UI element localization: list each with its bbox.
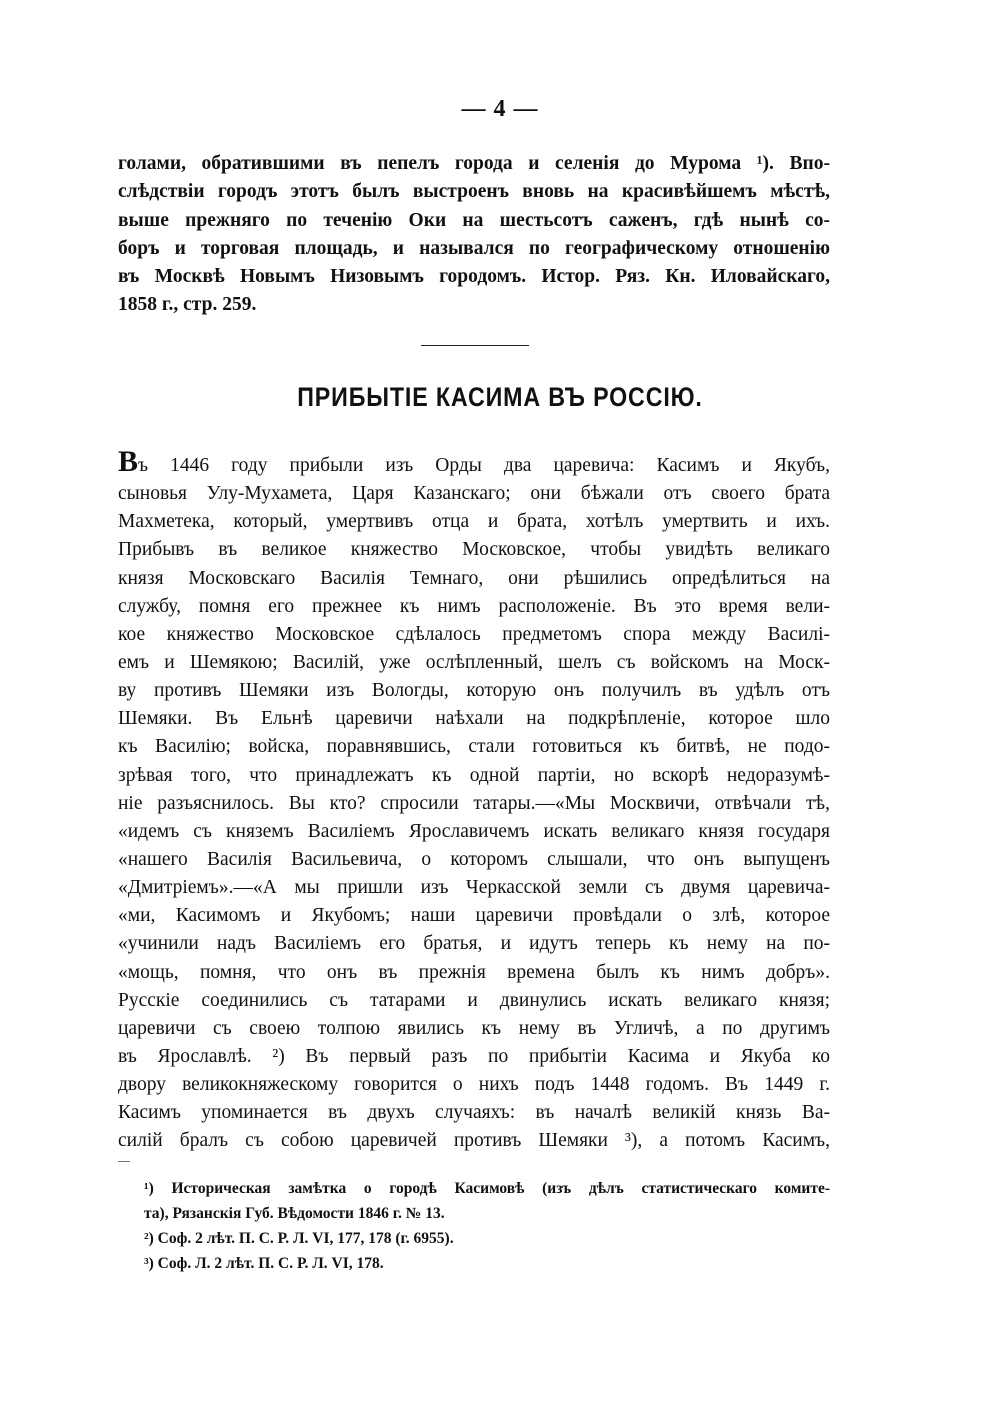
first-line-text: ъ 1446 году прибыли изъ Орды два царевича: Касимъ и Якубъ, <box>138 455 830 476</box>
text-line: двору великокняжескому говорится о нихъ подъ 1448 годомъ. Въ 1449 г. <box>118 1074 830 1096</box>
text-line: емъ и Шемякою; Василій, уже ослѣпленный, шелъ съ войскомъ на Моск- <box>118 651 830 673</box>
text-line: боръ и торговая площадь, и назывался по географическому отношенію <box>118 237 830 259</box>
footnote-line: ²) Соф. 2 лѣт. П. С. Р. Л. VI, 177, 178 (г. 6955). <box>144 1230 454 1247</box>
text-line: «ми, Касимомъ и Якубомъ; наши царевичи провѣдали о злѣ, которое <box>118 905 830 927</box>
section-title: ПРИБЫТІЕ КАСИМА ВЪ РОССІЮ. <box>297 382 703 412</box>
text-line: Шемяки. Въ Ельнѣ царевичи наѣхали на подкрѣпленіе, которое шло <box>118 708 830 730</box>
text-line: «мощь, помня, что онъ въ прежнія времена былъ къ нимъ добръ». <box>118 961 830 983</box>
text-line: «нашего Василія Васильевича, о которомъ слышали, что онъ выпущенъ <box>118 848 830 870</box>
page-number: — 4 — <box>461 96 539 122</box>
text-line: зрѣвая того, что принадлежатъ къ одной партіи, но вскорѣ недоразумѣ- <box>118 764 830 786</box>
text-line: слѣдствіи городъ этотъ былъ выстроенъ вновь на красивѣйшемъ мѣстѣ, <box>118 181 830 203</box>
text-line: Касимъ упоминается въ двухъ случаяхъ: въ началѣ великій князь Ва- <box>118 1102 830 1124</box>
text-line: «идемъ съ княземъ Василіемъ Ярославичемъ искать великаго князя государя <box>118 820 830 842</box>
text-line: кое княжество Московское сдѣлалось предметомъ спора между Василі- <box>118 623 830 645</box>
text-line: службу, помня его прежнее къ нимъ расположеніе. Въ это время вели- <box>118 595 830 617</box>
text-line: ніе разъяснилось. Вы кто? спросили татары.—«Мы Москвичи, отвѣчали тѣ, <box>118 792 830 814</box>
text-line: въ Москвѣ Новымъ Низовымъ городомъ. Истор. Ряз. Кн. Иловайскаго, <box>118 266 830 288</box>
footnote-line: ¹) Историческая замѣтка о городѣ Касимовѣ (изъ дѣлъ статистическаго комите- <box>144 1180 830 1197</box>
text-line: выше прежняго по теченію Оки на шестьсотъ саженъ, гдѣ нынѣ со- <box>118 209 830 231</box>
text-line: царевичи съ своею толпою явились къ нему въ Угличѣ, а по другимъ <box>118 1017 830 1039</box>
footnote-separator-mark: — <box>118 1153 130 1167</box>
text-line: 1858 г., стр. 259. <box>118 294 257 316</box>
text-line: Русскіе соединились съ татарами и двинулись искать великаго князя; <box>118 989 830 1011</box>
text-line: князя Московскаго Василія Темнаго, они рѣшились опредѣлиться на <box>118 567 830 589</box>
text-line: голами, обратившими въ пепелъ города и селенія до Мурома ¹). Впо- <box>118 153 830 174</box>
text-line: Прибывъ въ великое княжество Московское, чтобы увидѣть великаго <box>118 539 830 561</box>
drop-cap: В <box>118 445 139 478</box>
text-line: сыновья Улу-Мухамета, Царя Казанскаго; они бѣжали отъ своего брата <box>118 483 830 505</box>
text-line: къ Василію; войска, поравнявшись, стали готовиться къ битвѣ, не подо- <box>118 736 830 758</box>
continued-footnote-text <box>118 150 830 320</box>
text-line: «Дмитріемъ».—«А мы пришли изъ Черкасской земли съ двумя царевича- <box>118 877 830 899</box>
footnote-line: ³) Соф. Л. 2 лѣт. П. С. Р. Л. VI, 178. <box>144 1255 384 1272</box>
text-line: въ Ярославлѣ. ²) Въ первый разъ по прибытіи Касима и Якуба ко <box>118 1045 830 1067</box>
body-text <box>118 445 830 1156</box>
text-line: ву противъ Шемяки изъ Вологды, которую онъ получилъ въ удѣлъ отъ <box>118 680 830 702</box>
first-text-line <box>118 445 830 480</box>
footnote-line: та), Рязанскія Губ. Вѣдомости 1846 г. № 13. <box>144 1205 445 1222</box>
text-line: «учинили надъ Василіемъ его братья, и идутъ теперь къ нему на по- <box>118 933 830 955</box>
text-line: силій бралъ съ собою царевичей противъ Шемяки ³), а потомъ Касимъ, <box>118 1130 830 1152</box>
text-line: Махметека, который, умертвивъ отца и брата, хотѣлъ умертвить и ихъ. <box>118 511 830 533</box>
footnotes <box>144 1176 830 1276</box>
section-divider <box>421 345 529 346</box>
